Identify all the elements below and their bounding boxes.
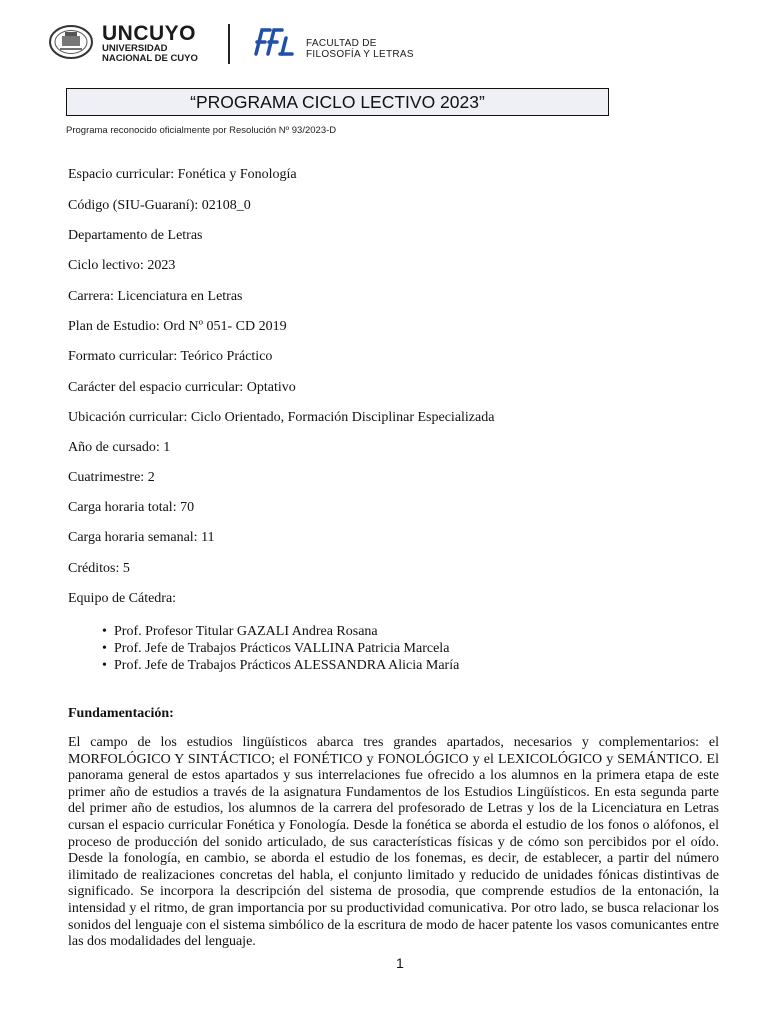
field-formato-curricular: Formato curricular: Teórico Práctico <box>68 349 273 364</box>
field-departamento: Departamento de Letras <box>68 228 203 243</box>
faculty-name <box>306 38 414 60</box>
field-carrera: Carrera: Licenciatura en Letras <box>68 289 243 304</box>
field-codigo: Código (SIU-Guaraní): 02108_0 <box>68 198 251 213</box>
field-caracter: Carácter del espacio curricular: Optativo <box>68 380 296 395</box>
staff-item: • Prof. Jefe de Trabajos Prácticos ALESSANDRA Alicia María <box>68 657 459 674</box>
faculty-logo-icon <box>246 24 296 60</box>
staff-item: • Prof. Jefe de Trabajos Prácticos VALLINA Patricia Marcela <box>68 640 459 657</box>
university-subtitle <box>102 44 198 64</box>
staff-list <box>68 623 459 674</box>
field-cuatrimestre: Cuatrimestre: 2 <box>68 470 155 485</box>
staff-item: • Prof. Profesor Titular GAZALI Andrea Rosana <box>68 623 459 640</box>
university-line-2: NACIONAL DE CUYO <box>102 53 198 64</box>
field-carga-horaria-total: Carga horaria total: 70 <box>68 500 195 515</box>
document-header <box>40 18 740 70</box>
faculty-line-2: FILOSOFÍA Y LETRAS <box>306 49 414 60</box>
header-divider <box>228 24 230 64</box>
university-seal-icon <box>48 24 94 60</box>
field-plan-de-estudio: Plan de Estudio: Ord Nº 051- CD 2019 <box>68 319 287 334</box>
fundamentacion-paragraph: El campo de los estudios lingüísticos abarca tres grandes apartados, necesarios y complementarios: el MORFOLÓGICO Y SINTÁCTICO; el FONÉTICO y FONOLÓGICO y el LEXICOLÓGICO y SEMÁNTICO. El panorama general de estos apartados y sus interrelaciones fue ofrecido a los alumnos en la primera etapa de este primer año de estudios a través de la asignatura Fundamentos de los Estudios Lingüísticos. En esta segunda parte del primer año de estudios, los alumnos de la carrera del profesorado de Letras y los de la Licenciatura en Letras cursan el espacio curricular Fonética y Fonología. Desde la fonética se aborda el estudio de los fonos o alófonos, el proceso de producción del sonido articulado, de sus características físicas y de cómo son percibidos por el oído. Desde la fonología, en cambio, se aborda el estudio de los fonemas, es decir, de establecer, a partir del número ilimitado de realizaciones concretas del habla, el conjunto limitado y reducido de unidades fónicas distintivas de significado. Se incorpora la descripción del sistema de prosodia, que comprende estudios de la entonación, la intensidad y el ritmo, de gran importancia por su productividad comunicativa. Por otro lado, se busca relacionar los sonidos del lenguaje con el sistema simbólico de la escritura de modo de hacer patente los vasos comunicantes entre las dos modalidades del lenguaje. <box>68 735 719 950</box>
university-line-1: UNIVERSIDAD <box>102 43 168 54</box>
page-number: 1 <box>396 955 404 971</box>
field-anio-de-cursado: Año de cursado: 1 <box>68 440 171 455</box>
field-ubicacion-curricular: Ubicación curricular: Ciclo Orientado, Formación Disciplinar Especializada <box>68 410 495 425</box>
field-carga-horaria-semanal: Carga horaria semanal: 11 <box>68 530 215 545</box>
field-equipo-de-catedra: Equipo de Cátedra: <box>68 591 177 606</box>
faculty-line-1: FACULTAD DE <box>306 38 377 49</box>
resolution-note: Programa reconocido oficialmente por Resolución Nº 93/2023-D <box>66 125 337 136</box>
program-title: “PROGRAMA CICLO LECTIVO 2023” <box>66 88 609 116</box>
field-espacio-curricular: Espacio curricular: Fonética y Fonología <box>68 167 297 182</box>
field-creditos: Créditos: 5 <box>68 561 130 576</box>
university-name: UNCUYO <box>102 22 197 45</box>
field-ciclo-lectivo: Ciclo lectivo: 2023 <box>68 258 176 273</box>
fundamentacion-heading: Fundamentación: <box>68 706 174 721</box>
